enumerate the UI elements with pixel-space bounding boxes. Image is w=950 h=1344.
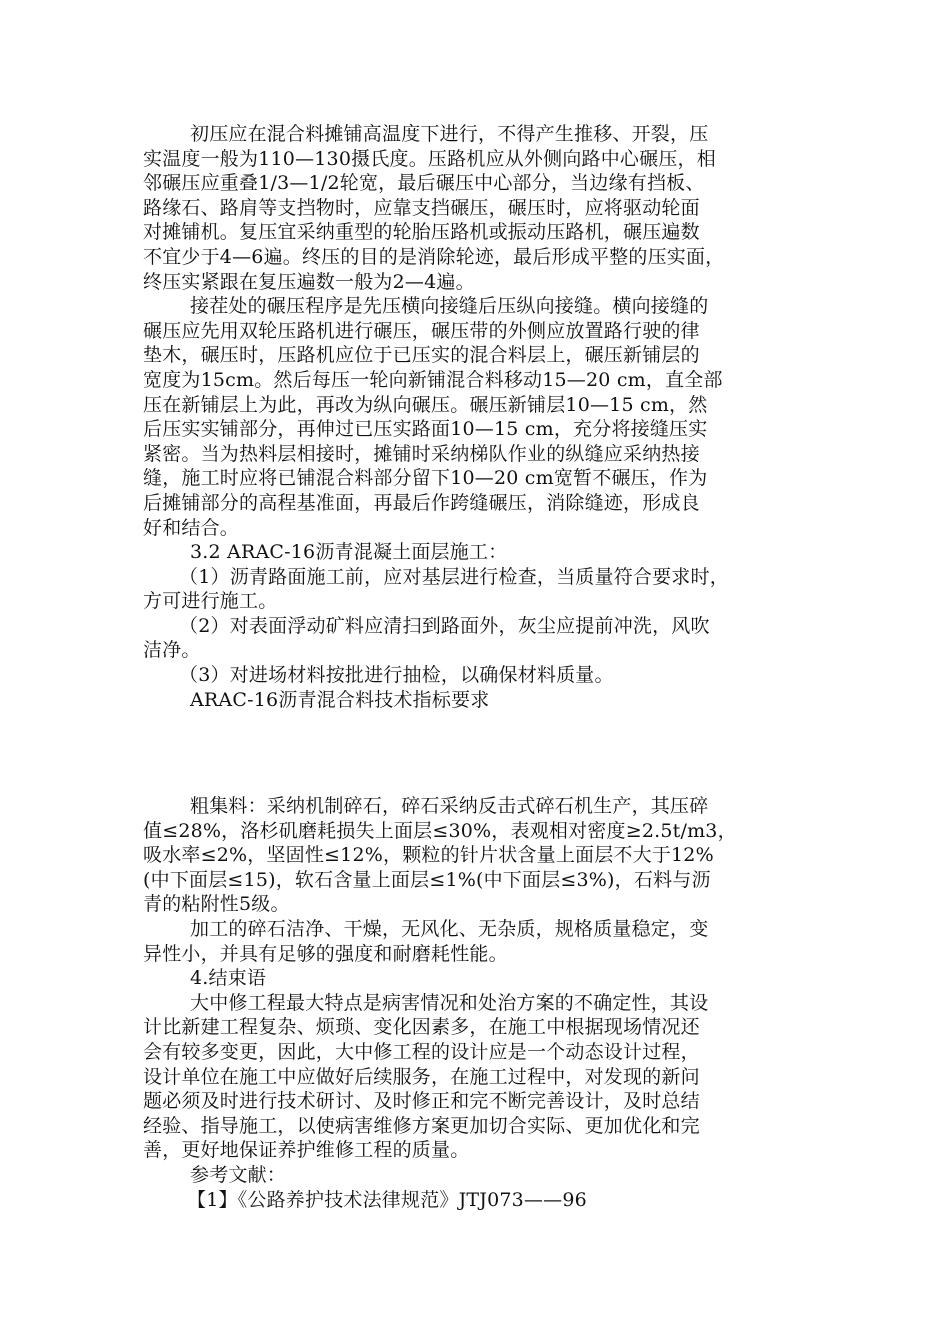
text-line: 【1】《公路养护技术法律规范》JTJ073——96 [187, 1188, 587, 1211]
text-line: 经验、指导施工，以使病害维修方案更加切合实际、更加优化和完 [143, 1114, 700, 1137]
text-line: （2）对表面浮动矿料应清扫到路面外，灰尘应提前冲洗，风吹 [179, 614, 710, 637]
text-block-construction [143, 122, 823, 712]
text-line: 值≤28%，洛杉矶磨耗损失上面层≤30%，表观相对密度≥2.5t/m3， [143, 819, 737, 842]
text-line: 不宜少于4—6遍。终压的目的是消除轮迹，最后形成平整的压实面， [143, 245, 725, 268]
text-line: 好和结合。 [143, 516, 240, 539]
text-line: 计比新建工程复杂、烦琐、变化因素多，在施工中根据现场情况还 [143, 1016, 700, 1039]
text-line: 设计单位在施工中应做好后续服务，在施工过程中，对发现的新问 [143, 1065, 700, 1088]
text-line: 宽度为15cm。然后每压一轮向新铺混合料移动15—20 cm，直全部 [143, 368, 723, 391]
text-line: （1）沥青路面施工前，应对基层进行检查，当质量符合要求时， [179, 565, 729, 588]
text-line: 碾压应先用双轮压路机进行碾压，碾压带的外侧应放置路行驶的律 [143, 319, 700, 342]
text-line: 善，更好地保证养护维修工程的质量。 [143, 1139, 470, 1162]
text-line: ARAC-16沥青混合料技术指标要求 [190, 688, 490, 711]
text-line: 会有较多变更，因此，大中修工程的设计应是一个动态设计过程， [143, 1040, 700, 1063]
text-line: 参考文献： [190, 1163, 287, 1186]
text-line: (中下面层≤15)，软石含量上面层≤1%(中下面层≤3%)，石料与沥 [143, 868, 711, 891]
text-line: 邻碾压应重叠1/3—1/2轮宽，最后碾压中心部分，当边缘有挡板、 [143, 172, 705, 195]
text-line: 缝，施工时应将已铺混合料部分留下10—20 cm宽暂不碾压，作为 [143, 467, 708, 490]
text-line: 加工的碎石洁净、干燥，无风化、无杂质，规格质量稳定，变 [190, 917, 709, 940]
text-line: 吸水率≤2%，坚固性≤12%，颗粒的针片状含量上面层不大于12% [143, 844, 714, 867]
text-line: 实温度一般为110—130摄氏度。压路机应从外侧向路中心碾压，相 [143, 147, 716, 170]
text-line: 终压实紧跟在复压遍数一般为2—4遍。 [143, 270, 475, 293]
text-line: 对摊铺机。复压宜采纳重型的轮胎压路机或振动压路机，碾压遍数 [143, 221, 700, 244]
text-line: 青的粘附性5级。 [143, 893, 290, 916]
text-line: 方可进行施工。 [143, 590, 278, 613]
text-line: 接茬处的碾压程序是先压横向接缝后压纵向接缝。横向接缝的 [190, 295, 709, 318]
text-line: （3）对进场材料按批进行抽检，以确保材料质量。 [179, 664, 614, 687]
text-line: 3.2 ARAC-16沥青混凝土面层施工： [190, 541, 508, 564]
text-line: 紧密。当为热料层相接时，摊铺时采纳梯队作业的纵缝应采纳热接 [143, 442, 700, 465]
text-line: 4.结束语 [190, 967, 267, 990]
text-block-materials-conclusion [143, 794, 823, 1212]
text-line: 压在新铺层上为此，再改为纵向碾压。碾压新铺层10—15 cm，然 [143, 393, 708, 416]
text-line: 初压应在混合料摊铺高温度下进行，不得产生推移、开裂，压 [190, 123, 709, 145]
text-line: 垫木，碾压时，压路机应位于已压实的混合料层上，碾压新铺层的 [143, 344, 700, 367]
text-line: 路缘石、路肩等支挡物时，应靠支挡碾压，碾压时，应将驱动轮面 [143, 196, 700, 219]
text-line: 粗集料：采纳机制碎石，碎石采纳反击式碎石机生产，其压碎 [190, 795, 709, 817]
text-line: 大中修工程最大特点是病害情况和处治方案的不确定性，其设 [190, 991, 709, 1014]
text-line: 题必须及时进行技术研讨、及时修正和完不断完善设计，及时总结 [143, 1090, 700, 1113]
text-line: 洁净。 [143, 639, 201, 662]
text-line: 后摊铺部分的高程基准面，再最后作跨缝碾压，消除缝迹，形成良 [143, 491, 700, 514]
text-line: 后压实实铺部分，再伸过已压实路面10—15 cm，充分将接缝压实 [143, 418, 708, 441]
text-line: 异性小，并具有足够的强度和耐磨耗性能。 [143, 942, 508, 965]
